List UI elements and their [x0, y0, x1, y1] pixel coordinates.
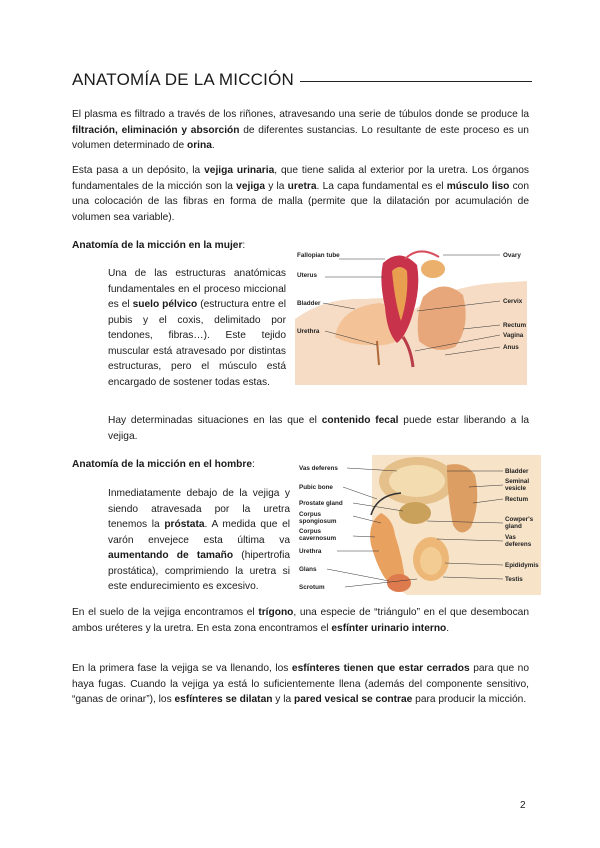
paragraph-phases: En la primera fase la vejiga se va llenando, los esfínteres tienen que estar cerrados para que no haya fugas. Cuando la vejiga ya está lo suficientemente llena (además del componente sensitivo, “ganas de orinar”), los esfínteres se dilatan y la pared vesical se contrae para producir la micción.	[72, 663, 529, 705]
page-number: 2	[520, 800, 526, 811]
fallopian-tube-shape	[405, 251, 439, 259]
label-rectum: Rectum	[503, 322, 527, 329]
rectum-shape	[418, 286, 466, 349]
label-scrotum: Scrotum	[299, 584, 325, 591]
label-seminal-1: Seminal	[505, 478, 530, 485]
glans-shape	[387, 574, 411, 592]
label-vas-deferens: Vas deferens	[299, 465, 338, 472]
label-glans: Glans	[299, 566, 317, 573]
label-vagina: Vagina	[503, 332, 524, 339]
label-pubic-bone: Pubic bone	[299, 484, 333, 491]
label-urethra: Urethra	[299, 548, 322, 555]
paragraph-filtration: El plasma es filtrado a través de los riñones, atravesando una serie de túbulos donde se produce la filtración, eliminación y absorción de diferentes sustancias. Lo resultante de este proceso es un volumen determinado de orina.	[72, 109, 529, 151]
heading-male: Anatomía de la micción en el hombre:	[72, 459, 255, 470]
heading-female: Anatomía de la micción en la mujer:	[72, 240, 246, 251]
paragraph-prostate: Inmediatamente debajo de la vejiga y siendo atravesada por la uretra tenemos la próstata. A medida que el varón envejece esta última va aumentando de tamaño (hipertrofia prostática), comprimiendo la uretra si este endurecimiento es excesivo.	[108, 488, 290, 592]
paragraph-trigone: En el suelo de la vejiga encontramos el trígono, una especie de “triángulo” en el que desembocan ambos uréteres y la uretra. En esta zona encontramos el esfínter urinario interno.	[72, 607, 529, 634]
label-uterus: Uterus	[297, 272, 317, 279]
label-vas-right-2: deferens	[505, 541, 532, 548]
ovary-shape	[421, 260, 445, 278]
label-corpus-cavernosum-2: cavernosum	[299, 535, 337, 542]
label-fallopian: Fallopian tube	[297, 252, 340, 259]
label-rectum: Rectum	[505, 496, 529, 503]
label-bladder: Bladder	[505, 468, 529, 475]
label-cervix: Cervix	[503, 298, 523, 305]
title-rule	[300, 81, 532, 82]
testis-shape	[420, 547, 442, 575]
label-testis: Testis	[505, 576, 523, 583]
label-epididymis: Epididymis	[505, 562, 539, 569]
paragraph-pelvic-floor: Una de las estructuras anatómicas fundamentales en el proceso miccional es el suelo pélvico (estructura entre el pubis y el coxis, delimitado por tendones, fibras…). Este tejido muscular está atravesado por distintas estructuras, pero el músculo está encargado de sostener todas estas.	[108, 268, 286, 388]
label-bladder: Bladder	[297, 300, 321, 307]
male-anatomy-figure	[297, 455, 541, 595]
page-title	[72, 70, 532, 90]
label-corpus-cavernosum-1: Corpus	[299, 528, 322, 535]
paragraph-fecal: Hay determinadas situaciones en las que el contenido fecal puede estar liberando a la vejiga.	[108, 415, 529, 442]
label-ovary: Ovary	[503, 252, 521, 259]
paragraph-bladder: Esta pasa a un depósito, la vejiga urinaria, que tiene salida al exterior por la uretra. Los órganos fundamentales de la micción son la vejiga y la uretra. La capa fundamental es el músculo liso con una colocación de las fibras en forma de malla (permite que la dilatación por acumulación de volumen sea variable).	[72, 165, 530, 223]
label-seminal-2: vesicle	[505, 485, 527, 492]
female-anatomy-figure	[295, 237, 527, 385]
label-cowper-2: gland	[505, 523, 522, 530]
label-vas-right-1: Vas	[505, 534, 516, 541]
bladder-inner	[389, 465, 445, 497]
label-corpus-spongiosum-2: spongiosum	[299, 518, 337, 525]
label-corpus-spongiosum-1: Corpus	[299, 511, 322, 518]
label-prostate: Prostate gland	[299, 500, 343, 507]
label-urethra: Urethra	[297, 328, 320, 335]
label-cowper-1: Cowper's	[505, 516, 534, 523]
label-anus: Anus	[503, 344, 519, 351]
page-title-text: ANATOMÍA DE LA MICCIÓN	[72, 70, 294, 89]
prostate-shape	[399, 502, 431, 524]
